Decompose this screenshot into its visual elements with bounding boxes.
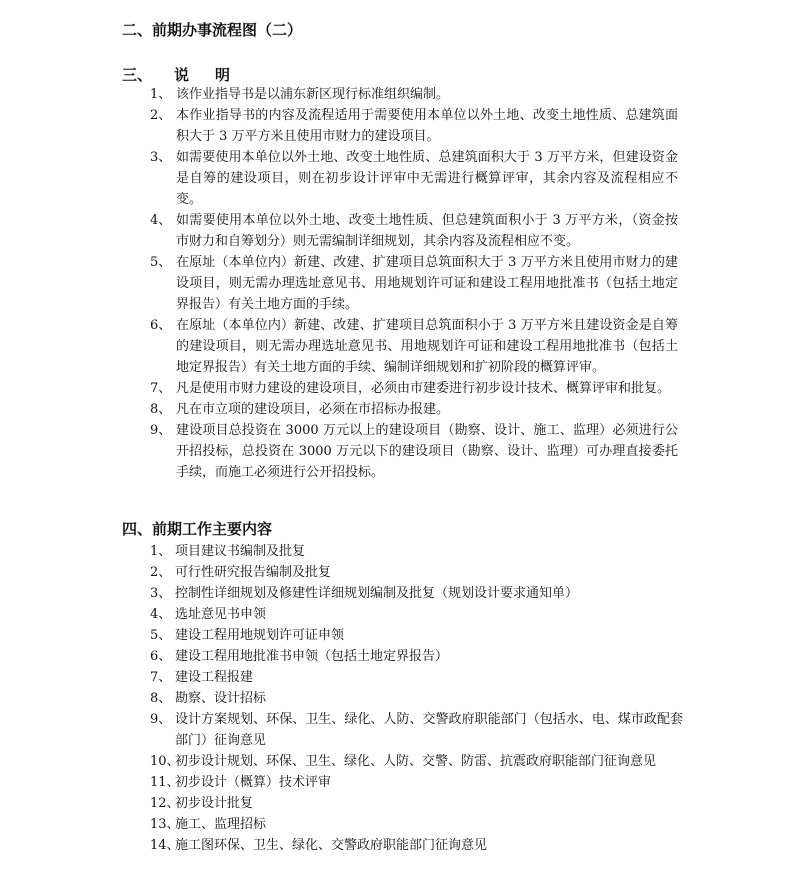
list-item-text: 该作业指导书是以浦东新区现行标准组织编制。 [176,87,450,102]
list-item-number: 2、 [150,108,172,123]
list-item [0,315,793,378]
list-item [0,814,793,835]
list-item [0,772,793,793]
list-item-number: 3、 [150,150,172,165]
list-item [0,709,793,751]
list-item [0,793,793,814]
list-item [0,625,793,646]
list-item-text: 控制性详细规划及修建性详细规划编制及批复（规划设计要求通知单） [175,586,579,601]
list-item-number: 5、 [150,628,172,643]
list-item-text: 施工图环保、卫生、绿化、交警政府职能部门征询意见 [175,838,488,853]
list-item-text: 本作业指导书的内容及流程适用于需要使用本单位以外土地、改变土地性质、总建筑面积大于 3 万平方米且使用市财力的建设项目。 [176,108,678,144]
list-item-text: 建设工程用地规划许可证申领 [175,628,345,643]
list-item [0,541,793,562]
list-item [0,378,793,399]
list-item [0,105,793,147]
list-item-number: 10、 [150,754,180,769]
list-item-text: 勘察、设计招标 [175,691,267,706]
list-item-text: 选址意见书申领 [175,607,267,622]
section-3-heading [122,65,230,85]
list-item [0,147,793,210]
list-item [0,84,793,105]
list-item-number: 9、 [150,712,172,727]
list-item-number: 9、 [150,423,172,438]
section-2-heading: 二、前期办事流程图（二） [122,21,303,39]
list-item-number: 14、 [150,838,180,853]
list-item [0,210,793,252]
list-item-text: 建设工程用地批准书申领（包括土地定界报告） [175,649,449,664]
list-item [0,751,793,772]
list-item-text: 初步设计（概算）技术评审 [175,775,332,790]
list-item-text: 凡是使用市财力建设的建设项目，必须由市建委进行初步设计技术、概算评审和批复。 [176,381,671,396]
list-item-number: 1、 [150,544,172,559]
list-item-number: 8、 [150,402,172,417]
list-item-number: 11、 [150,775,180,790]
list-item-number: 4、 [150,213,172,228]
list-item-number: 5、 [150,255,172,270]
list-item [0,583,793,604]
list-item [0,252,793,315]
list-item-text: 在原址（本单位内）新建、改建、扩建项目总筑面积大于 3 万平方米且使用市财力的建设项目，则无需办理选址意见书、用地规划许可证和建设工程用地批准书（包括土地定界报告）有关土地方面的手续。 [176,255,678,312]
list-item [0,667,793,688]
list-item-text: 如需要使用本单位以外土地、改变土地性质、但总建筑面积小于 3 万平方米，（资金按市财力和自筹划分）则无需编制详细规划，其余内容及流程相应不变。 [176,213,678,249]
section-3-list [0,84,793,483]
list-item-text: 凡在市立项的建设项目，必须在市招标办报建。 [176,402,450,417]
section-4-list [0,541,793,856]
list-item-number: 8、 [150,691,172,706]
list-item-text: 设计方案规划、环保、卫生、绿化、人防、交警政府职能部门（包括水、电、煤市政配套部门）征询意见 [175,712,683,748]
list-item-number: 7、 [150,381,172,396]
list-item [0,399,793,420]
list-item-text: 在原址（本单位内）新建、改建、扩建项目总筑面积小于 3 万平方米且建设资金是自筹的建设项目，则无需办理选址意见书、用地规划许可证和建设工程用地批准书（包括土地定界报告）有关土地方面的手续、编制详细规划和扩初阶段的概算评审。 [176,318,678,375]
list-item-text: 项目建议书编制及批复 [175,544,306,559]
list-item-number: 13、 [150,817,180,832]
section-3-heading-prefix: 三、 [122,66,153,84]
list-item-number: 3、 [150,586,172,601]
section-3-heading-char2: 明 [215,66,231,84]
list-item-number: 7、 [150,670,172,685]
list-item-text: 施工、监理招标 [175,817,267,832]
list-item-text: 建设项目总投资在 3000 万元以上的建设项目（勘察、设计、施工、监理）必须进行公开招投标，总投资在 3000 万元以下的建设项目（勘察、设计、监理）可办理直接委托手续，而施工必须进行公开招投标。 [176,423,678,480]
section-4-heading: 四、前期工作主要内容 [122,520,273,538]
list-item [0,562,793,583]
list-item-number: 6、 [150,649,172,664]
list-item [0,688,793,709]
list-item-text: 可行性研究报告编制及批复 [175,565,332,580]
list-item [0,835,793,856]
list-item-number: 1、 [150,87,172,102]
list-item-text: 初步设计批复 [175,796,254,811]
list-item-text: 如需要使用本单位以外土地、改变土地性质、总建筑面积大于 3 万平方米，但建设资金是自筹的建设项目，则在初步设计评审中无需进行概算评审，其余内容及流程相应不变。 [176,150,678,207]
list-item-text: 建设工程报建 [175,670,254,685]
list-item-number: 6、 [150,318,172,333]
list-item-number: 12、 [150,796,180,811]
list-item [0,604,793,625]
list-item [0,646,793,667]
section-3-heading-char1: 说 [174,66,190,84]
list-item [0,420,793,483]
list-item-text: 初步设计规划、环保、卫生、绿化、人防、交警、防雷、抗震政府职能部门征询意见 [175,754,657,769]
list-item-number: 4、 [150,607,172,622]
list-item-number: 2、 [150,565,172,580]
